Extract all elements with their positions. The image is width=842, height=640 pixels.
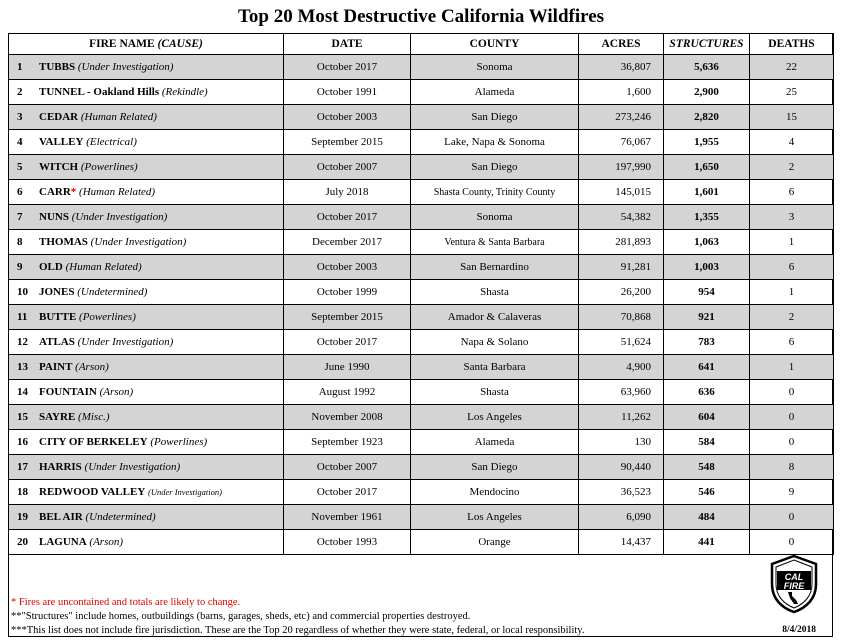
cell-structures: 954 <box>664 280 750 305</box>
table-row <box>9 155 834 180</box>
cell-county: Los Angeles <box>411 405 579 430</box>
cell-acres: 1,600 <box>579 80 664 105</box>
cell-deaths: 2 <box>750 155 834 180</box>
cell-deaths: 0 <box>750 530 834 555</box>
table-row <box>9 380 834 405</box>
cell-date: October 2007 <box>284 155 411 180</box>
cell-structures: 484 <box>664 505 750 530</box>
cell-fire-name <box>9 380 284 405</box>
cell-fire-name <box>9 130 284 155</box>
table-row <box>9 305 834 330</box>
cell-county: Sonoma <box>411 55 579 80</box>
header-fire-name <box>9 34 284 55</box>
cell-structures: 1,650 <box>664 155 750 180</box>
header-county: COUNTY <box>411 34 579 55</box>
cell-deaths: 1 <box>750 230 834 255</box>
cell-county: Napa & Solano <box>411 330 579 355</box>
rank: 16 <box>17 436 28 448</box>
fire-cause: (Human Related) <box>65 261 142 273</box>
cell-fire-name <box>9 505 284 530</box>
cell-date: October 1991 <box>284 80 411 105</box>
cell-fire-name <box>9 455 284 480</box>
fire-cause: (Human Related) <box>80 111 157 123</box>
cell-acres: 197,990 <box>579 155 664 180</box>
cell-structures: 1,003 <box>664 255 750 280</box>
cell-acres: 90,440 <box>579 455 664 480</box>
cal-fire-logo-icon <box>768 554 820 614</box>
cell-fire-name <box>9 105 284 130</box>
cell-structures: 2,820 <box>664 105 750 130</box>
cell-fire-name <box>9 530 284 555</box>
header-structures-label: STRUCTURES <box>669 38 744 50</box>
cell-county: Sonoma <box>411 205 579 230</box>
cell-county: Lake, Napa & Sonoma <box>411 130 579 155</box>
fire-name: CITY OF BERKELEY <box>39 436 148 448</box>
cell-acres: 130 <box>579 430 664 455</box>
footnote-structures: **"Structures" include homes, outbuildings (barns, garages, sheds, etc) and commercial properties destroyed. <box>11 611 471 622</box>
cell-county: Amador & Calaveras <box>411 305 579 330</box>
cell-structures: 546 <box>664 480 750 505</box>
cell-deaths: 15 <box>750 105 834 130</box>
cell-deaths: 6 <box>750 330 834 355</box>
header-structures <box>664 34 750 55</box>
date-stamp: 8/4/2018 <box>782 625 816 635</box>
rank: 19 <box>17 511 28 523</box>
cell-fire-name <box>9 430 284 455</box>
cell-county: San Diego <box>411 155 579 180</box>
fire-cause: (Electrical) <box>86 136 137 148</box>
cell-deaths: 4 <box>750 130 834 155</box>
cell-fire-name <box>9 480 284 505</box>
table-row <box>9 430 834 455</box>
fire-cause: (Arson) <box>89 536 124 548</box>
cell-deaths: 0 <box>750 430 834 455</box>
cell-fire-name <box>9 280 284 305</box>
cell-structures: 1,955 <box>664 130 750 155</box>
cell-county: Alameda <box>411 430 579 455</box>
fire-cause: (Powerlines) <box>80 161 138 173</box>
cell-acres: 70,868 <box>579 305 664 330</box>
cell-deaths: 3 <box>750 205 834 230</box>
cell-date: October 1999 <box>284 280 411 305</box>
rank: 18 <box>17 486 28 498</box>
cell-acres: 76,067 <box>579 130 664 155</box>
cell-county: Mendocino <box>411 480 579 505</box>
cell-deaths: 0 <box>750 380 834 405</box>
cell-county: Santa Barbara <box>411 355 579 380</box>
cell-structures: 2,900 <box>664 80 750 105</box>
cell-date: November 1961 <box>284 505 411 530</box>
cell-date: October 2017 <box>284 205 411 230</box>
cell-fire-name <box>9 155 284 180</box>
rank: 9 <box>17 261 23 273</box>
cell-fire-name <box>9 205 284 230</box>
cell-county: San Bernardino <box>411 255 579 280</box>
rank: 20 <box>17 536 28 548</box>
cell-deaths: 22 <box>750 55 834 80</box>
fire-cause: (Under Investigation) <box>90 236 187 248</box>
fire-name: CEDAR <box>39 111 79 123</box>
fire-name: REDWOOD VALLEY <box>39 486 146 498</box>
rank: 3 <box>17 111 23 123</box>
cell-fire-name <box>9 80 284 105</box>
fire-cause: (Rekindle) <box>161 86 208 98</box>
cell-structures: 604 <box>664 405 750 430</box>
table-row <box>9 180 834 205</box>
cell-deaths: 1 <box>750 280 834 305</box>
fire-name: WITCH <box>39 161 79 173</box>
rank: 4 <box>17 136 23 148</box>
cell-acres: 54,382 <box>579 205 664 230</box>
cell-deaths: 6 <box>750 180 834 205</box>
fire-name: TUBBS <box>39 61 76 73</box>
table-row <box>9 255 834 280</box>
table-row <box>9 505 834 530</box>
cell-fire-name <box>9 405 284 430</box>
cell-county: San Diego <box>411 455 579 480</box>
fire-cause: (Human Related) <box>79 186 156 198</box>
cell-structures: 1,355 <box>664 205 750 230</box>
fire-name: BEL AIR <box>39 511 83 523</box>
fire-name: OLD <box>39 261 63 273</box>
cell-acres: 51,624 <box>579 330 664 355</box>
table-row <box>9 55 834 80</box>
table-row <box>9 455 834 480</box>
fire-cause: (Powerlines) <box>79 311 136 323</box>
uncontained-asterisk: * <box>70 186 77 198</box>
cell-date: September 2015 <box>284 305 411 330</box>
fire-name: SAYRE <box>39 411 76 423</box>
page-title: Top 20 Most Destructive California Wildfires <box>237 6 605 27</box>
cell-structures: 441 <box>664 530 750 555</box>
fire-cause: (Arson) <box>75 361 109 373</box>
fire-name: NUNS <box>39 211 69 223</box>
cell-acres: 36,523 <box>579 480 664 505</box>
cell-acres: 63,960 <box>579 380 664 405</box>
fire-name: TUNNEL - Oakland Hills <box>39 86 160 98</box>
cell-county: Los Angeles <box>411 505 579 530</box>
fire-name: LAGUNA <box>39 536 87 548</box>
cell-structures: 783 <box>664 330 750 355</box>
rank: 13 <box>17 361 28 373</box>
header-cause-label: (CAUSE) <box>157 38 203 50</box>
cell-deaths: 8 <box>750 455 834 480</box>
fire-cause: (Powerlines) <box>150 436 208 448</box>
cell-structures: 548 <box>664 455 750 480</box>
cell-deaths: 0 <box>750 505 834 530</box>
header-date: DATE <box>284 34 411 55</box>
fire-name: FOUNTAIN <box>39 386 97 398</box>
cell-fire-name <box>9 230 284 255</box>
cell-fire-name <box>9 255 284 280</box>
cell-county: Shasta County, Trinity County <box>411 180 579 205</box>
cell-deaths: 0 <box>750 405 834 430</box>
table-row <box>9 205 834 230</box>
rank: 2 <box>17 86 23 98</box>
cell-structures: 921 <box>664 305 750 330</box>
fire-name: VALLEY <box>39 136 84 148</box>
cell-county: San Diego <box>411 105 579 130</box>
table-row <box>9 80 834 105</box>
table-row <box>9 130 834 155</box>
cell-county: Shasta <box>411 280 579 305</box>
cell-deaths: 2 <box>750 305 834 330</box>
fire-cause: (Under Investigation) <box>77 61 174 73</box>
header-row <box>9 34 834 55</box>
rank: 11 <box>17 311 28 323</box>
cell-county: Orange <box>411 530 579 555</box>
cell-acres: 26,200 <box>579 280 664 305</box>
cell-deaths: 6 <box>750 255 834 280</box>
cell-date: September 1923 <box>284 430 411 455</box>
cell-fire-name <box>9 55 284 80</box>
cell-structures: 1,063 <box>664 230 750 255</box>
cell-county: Shasta <box>411 380 579 405</box>
cell-date: October 2017 <box>284 480 411 505</box>
rank: 12 <box>17 336 28 348</box>
rank: 10 <box>17 286 28 298</box>
cell-structures: 641 <box>664 355 750 380</box>
fire-cause: (Under Investigation) <box>84 461 181 473</box>
table-row <box>9 355 834 380</box>
fire-cause: (Arson) <box>99 386 134 398</box>
cell-date: October 2017 <box>284 330 411 355</box>
footnote-uncontained: * Fires are uncontained and totals are likely to change. <box>11 597 241 608</box>
cell-acres: 273,246 <box>579 105 664 130</box>
cell-date: October 1993 <box>284 530 411 555</box>
table-row <box>9 405 834 430</box>
fire-name: CARR <box>39 186 71 198</box>
cell-date: August 1992 <box>284 380 411 405</box>
cell-county: Ventura & Santa Barbara <box>411 230 579 255</box>
cell-date: October 2017 <box>284 55 411 80</box>
cell-acres: 145,015 <box>579 180 664 205</box>
fire-cause: (Undetermined) <box>85 511 156 523</box>
table-row <box>9 280 834 305</box>
cell-date: June 1990 <box>284 355 411 380</box>
fire-name: HARRIS <box>39 461 82 473</box>
cell-date: November 2008 <box>284 405 411 430</box>
cell-date: October 2007 <box>284 455 411 480</box>
cell-fire-name <box>9 330 284 355</box>
logo-text-line1: CAL <box>784 572 804 582</box>
fire-name: BUTTE <box>39 311 77 323</box>
fire-cause: (Under Investigation) <box>71 211 168 223</box>
cell-deaths: 1 <box>750 355 834 380</box>
cell-date: July 2018 <box>284 180 411 205</box>
cell-acres: 14,437 <box>579 530 664 555</box>
cell-deaths: 25 <box>750 80 834 105</box>
fire-name: PAINT <box>39 361 73 373</box>
footnote-jurisdiction: ***This list does not include fire jurisdiction. These are the Top 20 regardless of whether they were state, federal, or local responsibility. <box>11 625 585 636</box>
fire-name: JONES <box>39 286 75 298</box>
cell-date: December 2017 <box>284 230 411 255</box>
table-row <box>9 480 834 505</box>
table-row <box>9 230 834 255</box>
cell-deaths: 9 <box>750 480 834 505</box>
table-row <box>9 530 834 555</box>
cell-date: October 2003 <box>284 255 411 280</box>
cell-acres: 36,807 <box>579 55 664 80</box>
rank: 15 <box>17 411 28 423</box>
cell-acres: 11,262 <box>579 405 664 430</box>
cell-acres: 281,893 <box>579 230 664 255</box>
rank: 5 <box>17 161 23 173</box>
header-fire-name-label: FIRE NAME <box>89 38 155 50</box>
rank: 1 <box>17 61 23 73</box>
cell-fire-name <box>9 305 284 330</box>
fire-cause: (Undetermined) <box>77 286 148 298</box>
rank: 7 <box>17 211 23 223</box>
cell-date: September 2015 <box>284 130 411 155</box>
cell-structures: 636 <box>664 380 750 405</box>
fire-cause: (Under Investigation) <box>77 336 174 348</box>
cell-fire-name <box>9 180 284 205</box>
wildfire-table <box>8 33 834 555</box>
cell-acres: 91,281 <box>579 255 664 280</box>
cell-county: Alameda <box>411 80 579 105</box>
table-row <box>9 105 834 130</box>
rank: 17 <box>17 461 28 473</box>
header-acres: ACRES <box>579 34 664 55</box>
rank: 14 <box>17 386 28 398</box>
header-deaths: DEATHS <box>750 34 834 55</box>
cell-structures: 1,601 <box>664 180 750 205</box>
fire-cause: (Misc.) <box>78 411 110 423</box>
rank: 8 <box>17 236 23 248</box>
rank: 6 <box>17 186 23 198</box>
logo-text-line2: FIRE <box>783 581 805 591</box>
cell-fire-name <box>9 355 284 380</box>
fire-name: THOMAS <box>39 236 88 248</box>
cell-structures: 584 <box>664 430 750 455</box>
fire-name: ATLAS <box>39 336 75 348</box>
cell-structures: 5,636 <box>664 55 750 80</box>
cell-acres: 6,090 <box>579 505 664 530</box>
fire-cause: (Under Investigation) <box>148 487 222 497</box>
cell-date: October 2003 <box>284 105 411 130</box>
table-row <box>9 330 834 355</box>
cell-acres: 4,900 <box>579 355 664 380</box>
